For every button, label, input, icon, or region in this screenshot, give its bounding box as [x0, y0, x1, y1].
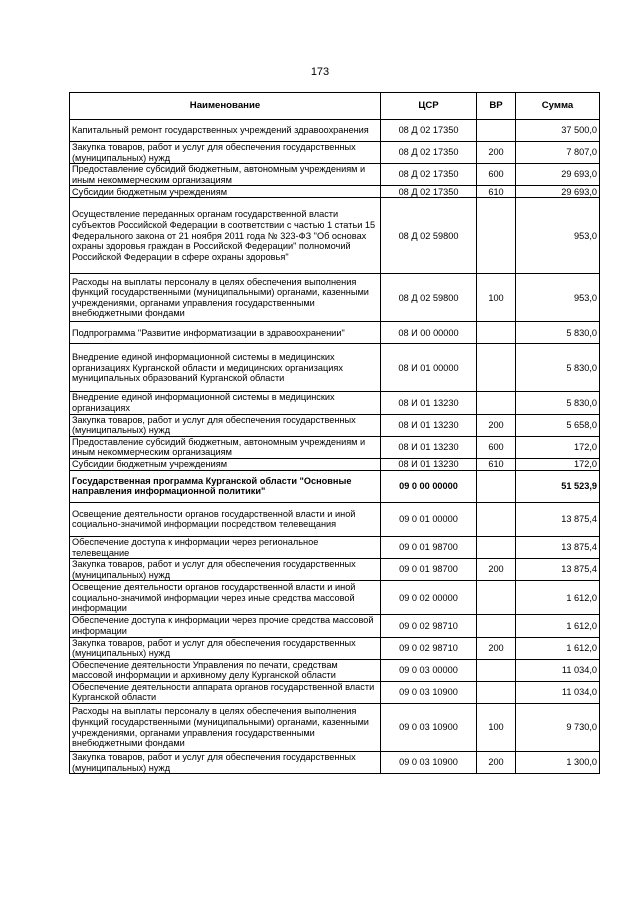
table-row — [70, 436, 600, 458]
cell-sum: 5 830,0 — [516, 344, 600, 392]
table-row — [70, 704, 600, 752]
header-csr: ЦСР — [381, 93, 477, 120]
cell-name: Обеспечение деятельности Управления по печати, средствам массовой информации и архивному делу Курганской области — [70, 659, 381, 681]
cell-name: Закупка товаров, работ и услуг для обеспечения государственных (муниципальных) нужд — [70, 559, 381, 581]
cell-csr: 08 И 01 13230 — [381, 436, 477, 458]
cell-vr: 600 — [477, 164, 516, 186]
cell-sum: 1 612,0 — [516, 637, 600, 659]
cell-vr — [477, 198, 516, 274]
cell-vr — [477, 322, 516, 344]
cell-vr — [477, 502, 516, 536]
table-row — [70, 120, 600, 142]
table-body — [70, 120, 600, 774]
cell-csr: 08 И 01 00000 — [381, 344, 477, 392]
cell-csr: 08 Д 02 59800 — [381, 198, 477, 274]
cell-vr: 200 — [477, 142, 516, 164]
cell-csr: 08 И 01 13230 — [381, 414, 477, 436]
table-row — [70, 322, 600, 344]
cell-sum: 11 034,0 — [516, 659, 600, 681]
cell-sum: 37 500,0 — [516, 120, 600, 142]
cell-vr — [477, 536, 516, 558]
cell-sum: 953,0 — [516, 274, 600, 322]
table-row — [70, 659, 600, 681]
page-number: 173 — [310, 66, 330, 78]
cell-csr: 09 0 01 00000 — [381, 502, 477, 536]
table-row — [70, 164, 600, 186]
cell-sum: 172,0 — [516, 436, 600, 458]
cell-sum: 29 693,0 — [516, 186, 600, 198]
table-row — [70, 274, 600, 322]
cell-name: Закупка товаров, работ и услуг для обеспечения государственных (муниципальных) нужд — [70, 414, 381, 436]
table-row — [70, 637, 600, 659]
budget-table — [69, 92, 600, 774]
cell-name: Субсидии бюджетным учреждениям — [70, 186, 381, 198]
cell-vr: 200 — [477, 752, 516, 774]
table-header-row — [70, 93, 600, 120]
cell-vr: 100 — [477, 704, 516, 752]
table-row — [70, 142, 600, 164]
header-name: Наименование — [70, 93, 381, 120]
cell-sum: 7 807,0 — [516, 142, 600, 164]
cell-name: Подпрограмма "Развитие информатизации в здравоохранении" — [70, 322, 381, 344]
cell-vr: 200 — [477, 414, 516, 436]
cell-vr — [477, 470, 516, 502]
cell-csr: 09 0 02 00000 — [381, 581, 477, 615]
cell-sum: 13 875,4 — [516, 502, 600, 536]
cell-name: Внедрение единой информационной системы в медицинских организациях — [70, 392, 381, 414]
cell-name: Обеспечение доступа к информации через региональное телевещание — [70, 536, 381, 558]
cell-vr: 200 — [477, 637, 516, 659]
cell-sum: 29 693,0 — [516, 164, 600, 186]
cell-vr — [477, 681, 516, 703]
cell-vr: 100 — [477, 274, 516, 322]
table-row — [70, 470, 600, 502]
table-row — [70, 536, 600, 558]
cell-name: Внедрение единой информационной системы в медицинских организациях Курганской области и медицинских организациях муниципальных образований Курганской области — [70, 344, 381, 392]
cell-name: Расходы на выплаты персоналу в целях обеспечения выполнения функций государственными (муниципальными) органами, казенными учреждениями, органами управления государственными внебюджетными фондами — [70, 274, 381, 322]
cell-vr — [477, 659, 516, 681]
cell-csr: 09 0 02 98710 — [381, 637, 477, 659]
cell-csr: 09 0 03 00000 — [381, 659, 477, 681]
table-row — [70, 502, 600, 536]
cell-name: Закупка товаров, работ и услуг для обеспечения государственных (муниципальных) нужд — [70, 752, 381, 774]
cell-name: Обеспечение доступа к информации через прочие средства массовой информации — [70, 615, 381, 637]
cell-csr: 08 И 01 13230 — [381, 392, 477, 414]
cell-name: Обеспечение деятельности аппарата органов государственной власти Курганской области — [70, 681, 381, 703]
cell-name: Расходы на выплаты персоналу в целях обеспечения выполнения функций государственными (муниципальными) органами, казенными учреждениями, органами управления государственными внебюджетными фондами — [70, 704, 381, 752]
cell-csr: 09 0 02 98710 — [381, 615, 477, 637]
table-row — [70, 458, 600, 470]
cell-sum: 1 612,0 — [516, 615, 600, 637]
table-row — [70, 581, 600, 615]
table-row — [70, 414, 600, 436]
cell-vr — [477, 120, 516, 142]
cell-sum: 953,0 — [516, 198, 600, 274]
cell-name: Осуществление переданных органам государственной власти субъектов Российской Федерации в соответствии с частью 1 статьи 15 Федерального закона от 21 ноября 2011 года № 323-ФЗ "Об основах охраны здоровья граждан в Российской Федерации" полномочий Российской Федерации в сфере охраны здоровья" — [70, 198, 381, 274]
cell-name: Закупка товаров, работ и услуг для обеспечения государственных (муниципальных) нужд — [70, 142, 381, 164]
cell-vr — [477, 392, 516, 414]
cell-vr — [477, 581, 516, 615]
cell-csr: 08 Д 02 17350 — [381, 142, 477, 164]
cell-csr: 08 Д 02 17350 — [381, 186, 477, 198]
cell-vr: 200 — [477, 559, 516, 581]
cell-sum: 13 875,4 — [516, 536, 600, 558]
cell-vr: 600 — [477, 436, 516, 458]
cell-name: Закупка товаров, работ и услуг для обеспечения государственных (муниципальных) нужд — [70, 637, 381, 659]
cell-csr: 09 0 01 98700 — [381, 559, 477, 581]
table-row — [70, 681, 600, 703]
cell-csr: 08 И 01 13230 — [381, 458, 477, 470]
cell-name: Капитальный ремонт государственных учреждений здравоохранения — [70, 120, 381, 142]
cell-csr: 08 Д 02 59800 — [381, 274, 477, 322]
table-row — [70, 186, 600, 198]
cell-csr: 08 Д 02 17350 — [381, 164, 477, 186]
cell-csr: 09 0 01 98700 — [381, 536, 477, 558]
table-row — [70, 392, 600, 414]
cell-sum: 5 830,0 — [516, 322, 600, 344]
cell-csr: 08 И 00 00000 — [381, 322, 477, 344]
cell-sum: 9 730,0 — [516, 704, 600, 752]
cell-vr: 610 — [477, 458, 516, 470]
cell-csr: 09 0 03 10900 — [381, 704, 477, 752]
table-row — [70, 344, 600, 392]
header-sum: Сумма — [516, 93, 600, 120]
table-row — [70, 752, 600, 774]
cell-sum: 1 612,0 — [516, 581, 600, 615]
table-row — [70, 559, 600, 581]
cell-sum: 11 034,0 — [516, 681, 600, 703]
cell-name: Предоставление субсидий бюджетным, автономным учреждениям и иным некоммерческим организациям — [70, 436, 381, 458]
cell-sum: 5 830,0 — [516, 392, 600, 414]
cell-sum: 172,0 — [516, 458, 600, 470]
cell-name: Предоставление субсидий бюджетным, автономным учреждениям и иным некоммерческим организациям — [70, 164, 381, 186]
cell-csr: 08 Д 02 17350 — [381, 120, 477, 142]
cell-csr: 09 0 03 10900 — [381, 681, 477, 703]
cell-name: Государственная программа Курганской области "Основные направления информационной политики" — [70, 470, 381, 502]
cell-sum: 51 523,9 — [516, 470, 600, 502]
cell-name: Освещение деятельности органов государственной власти и иной социально-значимой информации посредством телевещания — [70, 502, 381, 536]
cell-sum: 1 300,0 — [516, 752, 600, 774]
header-vr: ВР — [477, 93, 516, 120]
table-row — [70, 615, 600, 637]
table-row — [70, 198, 600, 274]
cell-sum: 13 875,4 — [516, 559, 600, 581]
cell-name: Субсидии бюджетным учреждениям — [70, 458, 381, 470]
cell-vr — [477, 344, 516, 392]
cell-vr — [477, 615, 516, 637]
cell-vr: 610 — [477, 186, 516, 198]
cell-csr: 09 0 00 00000 — [381, 470, 477, 502]
cell-name: Освещение деятельности органов государственной власти и иной социально-значимой информации через иные средства массовой информации — [70, 581, 381, 615]
cell-sum: 5 658,0 — [516, 414, 600, 436]
cell-csr: 09 0 03 10900 — [381, 752, 477, 774]
